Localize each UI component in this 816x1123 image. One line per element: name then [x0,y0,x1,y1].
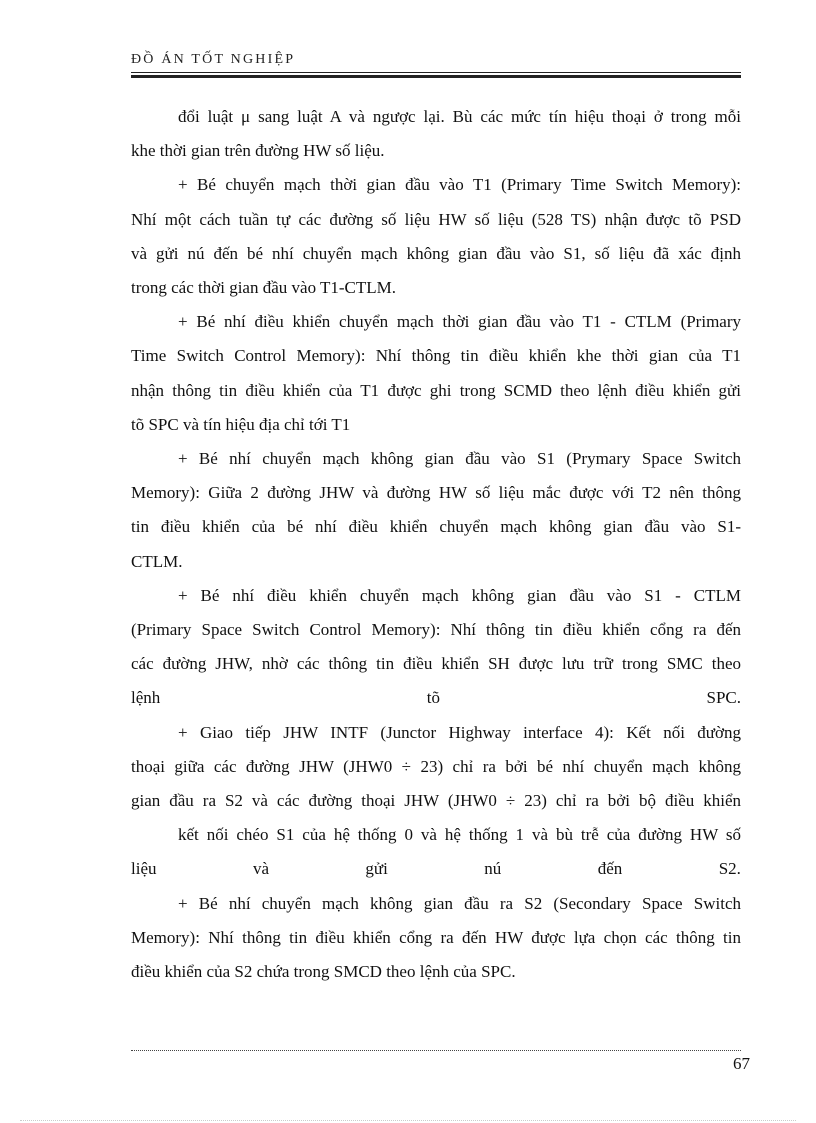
text-line: nhận thông tin điều khiển của T1 được ghi trong SCMD theo lệnh điều khiển gửi [131,380,741,400]
header-rule-thick [131,75,741,78]
text-line: các đường JHW, nhờ các thông tin điều khiển SH được lưu trữ trong SMC theo [131,654,741,674]
spread-line [131,852,741,886]
text-line: + Giao tiếp JHW INTF (Junctor Highway interface 4): Kết nối đường [178,722,741,742]
paragraph [131,887,741,921]
text-line: Time Switch Control Memory): Nhí thông tin điều khiển khe thời gian của T1 [131,346,741,366]
paragraph-continuation [131,750,741,818]
paragraph [131,716,741,750]
text-line: trong các thời gian đầu vào T1-CTLM. [131,278,397,298]
document-header: ĐỒ ÁN TỐT NGHIỆP [131,52,296,67]
header-rule-thin [131,72,741,73]
word: gửi [365,859,388,879]
text-line: thoại giữa các đường JHW (JHW0 ÷ 23) chỉ ra bởi bé nhí chuyển mạch không [131,756,741,776]
paragraph [131,818,741,852]
bottom-dotted-border [20,1120,796,1121]
paragraph-continuation [131,203,741,306]
text-line: Nhí một cách tuần tự các đường số liệu HW số liệu (528 TS) nhận được tõ PSD [131,209,741,229]
text-line: và gửi nú đến bé nhí chuyển mạch không gian đầu vào S1, số liệu đã xác định [131,243,741,263]
word: lệnh [131,688,161,708]
text-line: + Bé chuyển mạch thời gian đầu vào T1 (Primary Time Switch Memory): [178,175,741,195]
word: tõ [426,688,440,708]
paragraph-continuation [131,134,741,168]
text-line: Memory): Nhí thông tin điều khiển cổng ra đến HW được lựa chọn các thông tin [131,927,741,947]
text-line: + Bé nhí chuyển mạch không gian đầu ra S2 (Secondary Space Switch [178,893,741,913]
text-line: tin điều khiển của bé nhí điều khiển chuyển mạch không gian đầu vào S1- [131,517,741,537]
text-line: gian đầu ra S2 và các đường thoại JHW (JHW0 ÷ 23) chỉ ra bởi bộ điều khiển [131,791,741,811]
paragraph [131,100,741,134]
text-line: tõ SPC và tín hiệu địa chỉ tới T1 [131,414,351,434]
body-text [131,100,741,989]
paragraph-continuation [131,921,741,989]
text-line: kết nối chéo S1 của hệ thống 0 và hệ thống 1 và bù trễ của đường HW số [178,825,741,845]
text-line: đổi luật μ sang luật A và ngược lại. Bù các mức tín hiệu thoại ở trong mỗi [178,107,741,126]
paragraph [131,579,741,613]
word: và [252,859,269,879]
paragraph [131,305,741,339]
word: đến [597,859,623,879]
word: liệu [131,859,157,879]
paragraph-continuation [131,476,741,579]
paragraph-continuation [131,339,741,442]
word: SPC. [706,688,741,708]
word: S2. [718,859,741,879]
spread-line [131,681,741,715]
text-line: CTLM. [131,551,183,571]
text-line: + Bé nhí chuyển mạch không gian đầu vào S1 (Prymary Space Switch [178,449,741,469]
page-number: 67 [733,1054,750,1073]
footer-rule [131,1050,741,1051]
text-line: Memory): Giữa 2 đường JHW và đường HW số liệu mắc được với T2 nên thông [131,483,741,503]
paragraph-continuation [131,613,741,681]
text-line: (Primary Space Switch Control Memory): Nhí thông tin điều khiển cổng ra đến [131,620,741,640]
paragraph [131,442,741,476]
text-line: + Bé nhí điều khiển chuyển mạch không gian đầu vào S1 - CTLM [178,585,741,605]
paragraph [131,168,741,202]
text-line: điều khiển của S2 chứa trong SMCD theo lệnh của SPC. [131,962,516,982]
text-line: + Bé nhí điều khiển chuyển mạch thời gian đầu vào T1 - CTLM (Primary [178,312,741,332]
word: nú [484,859,502,879]
text-line: khe thời gian trên đường HW số liệu. [131,141,385,161]
